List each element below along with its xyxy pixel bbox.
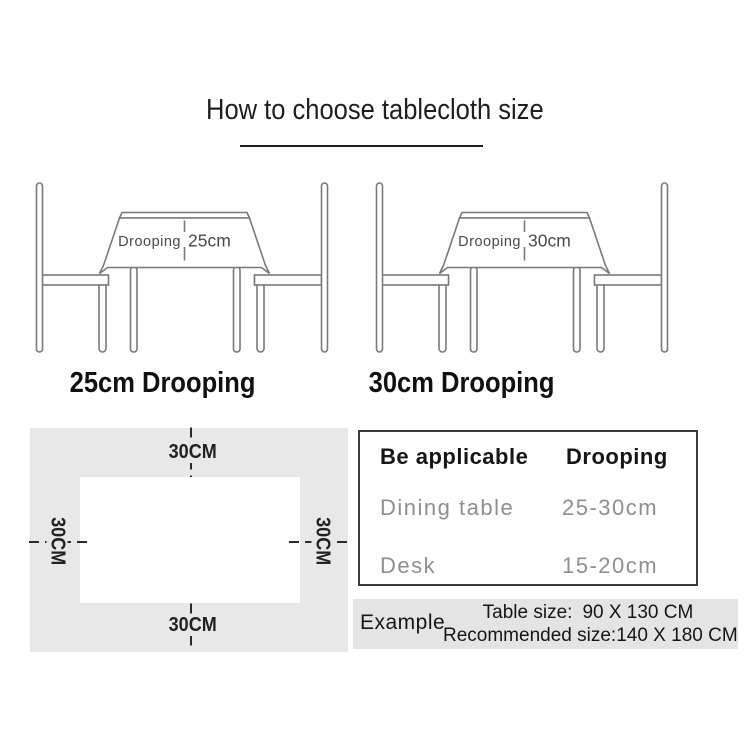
example-recommended-line xyxy=(443,624,738,647)
recommended-size-label: Recommended size: xyxy=(443,625,617,646)
dimension-label-left-text: 30CM xyxy=(46,517,69,566)
caption-25cm-text: 25cm Drooping xyxy=(70,367,256,399)
tables-illustration xyxy=(0,175,750,360)
dimension-label-bottom xyxy=(161,615,225,636)
page-title-text: How to choose tablecloth size xyxy=(206,94,544,126)
caption-30cm-drooping xyxy=(312,367,612,400)
table-size-label: Table size: xyxy=(482,602,573,623)
spec-table xyxy=(358,430,698,586)
spec-row-dining-value: 25-30cm xyxy=(562,495,659,520)
spec-row-desk-name: Desk xyxy=(380,553,437,578)
dimension-label-right xyxy=(312,510,333,574)
page-title xyxy=(0,94,750,127)
dimension-label-bottom-text: 30CM xyxy=(168,614,218,636)
drooping-word-left: Drooping xyxy=(118,234,181,250)
dimension-label-left xyxy=(47,510,68,574)
title-underline xyxy=(240,145,483,147)
spec-row-dining-name: Dining table xyxy=(380,495,515,520)
dimension-label-top xyxy=(161,442,225,463)
dimension-label-right-text: 30CM xyxy=(311,517,334,566)
drooping-word-right: Drooping xyxy=(458,234,521,250)
recommended-size-value: 140 X 180 CM xyxy=(616,625,738,646)
spec-row-desk-value: 15-20cm xyxy=(562,553,659,578)
example-table-size-line xyxy=(443,601,733,624)
spec-header-applicable: Be applicable xyxy=(380,444,529,469)
table-scene-left xyxy=(37,183,328,352)
drooping-value-right: 30cm xyxy=(528,230,571,251)
drooping-value-left: 25cm xyxy=(188,230,231,251)
example-box xyxy=(353,599,738,649)
table-scene-right xyxy=(377,183,668,352)
example-lines xyxy=(443,601,738,647)
table-size-value: 90 X 130 CM xyxy=(582,602,694,623)
dimension-label-top-text: 30CM xyxy=(168,441,218,463)
caption-30cm-text: 30cm Drooping xyxy=(369,367,555,399)
caption-25cm-drooping xyxy=(13,367,313,400)
spec-header-drooping: Drooping xyxy=(566,444,668,469)
example-label: Example xyxy=(360,611,446,634)
